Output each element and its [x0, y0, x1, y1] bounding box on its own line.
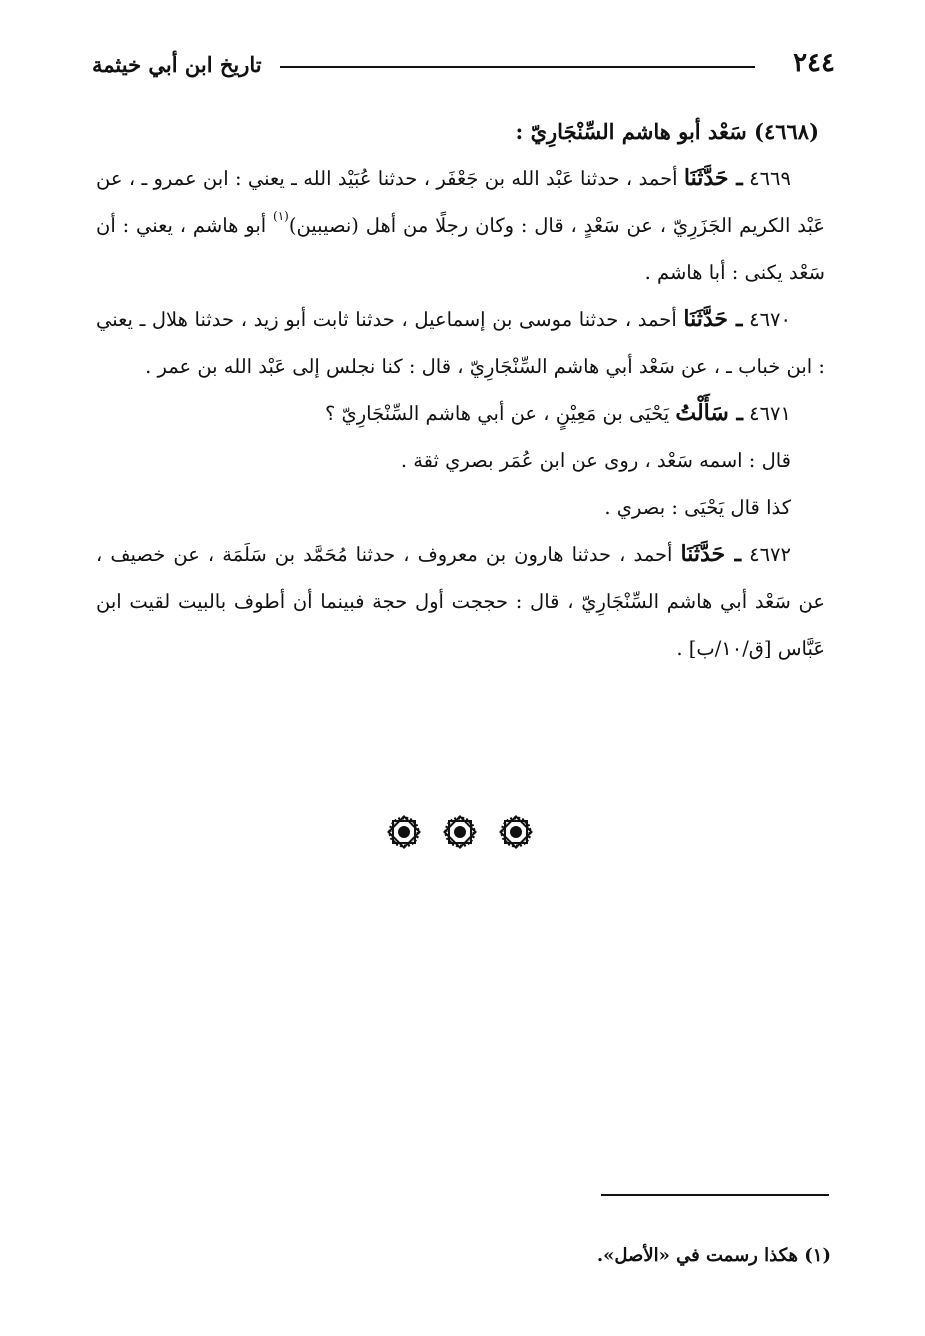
section-end-ornament: [380, 812, 540, 852]
hadith-entry-4671: [96, 390, 825, 437]
footnote: (١) هكذا رسمت في «الأصل».: [596, 1245, 831, 1266]
hadith-entry-4672: [96, 531, 825, 672]
entry-text: أحمد ، حدثنا هارون بن معروف ، حدثنا مُحَمَّد بن سَلَمَة ، عن خصيف ، عن سَعْد أبي هاشم السِّنْجَارِيّ ، قال : حججت أول حجة فبينما أن أطوف بالبيت لقيت ابن عَبَّاس [ق/١٠/ب] .: [96, 543, 825, 660]
section-heading: (٤٦٦٨) سَعْد أبو هاشم السِّنْجَارِيّ :: [515, 119, 819, 144]
entry-lead-word: ـ حَدَّثَنَا: [683, 165, 743, 191]
ornament-star-icon: [500, 816, 531, 847]
page-header: [92, 44, 835, 88]
main-text: [96, 108, 825, 672]
entry-number: ٤٦٧٠: [749, 308, 792, 331]
entry-number: ٤٦٦٩: [749, 167, 791, 190]
page-number: ٢٤٤: [793, 48, 835, 78]
entry-lead-word: ـ حَدَّثَنَا: [683, 306, 743, 332]
hadith-entry-4669: [96, 155, 825, 296]
entry-text: أحمد ، حدثنا عَبْد الله بن جَعْفَر ، حدثنا عُبَيْد الله ـ يعني : ابن عمرو ـ ، عن عَبْد الكريم الجَزَرِيّ ، عن سَعْدٍ ، قال : وكان رجلًا من أهل (نصيبين): [96, 167, 825, 237]
header-rule: [280, 66, 755, 68]
entry-number: ٤٦٧١: [749, 402, 791, 425]
ornament-star-icon: [388, 816, 419, 847]
answer-line: كذا قال يَحْيَى : بصري .: [604, 496, 791, 519]
entry-text-tail: أبو هاشم ، يعني : أن سَعْد يكنى : أبا هاشم .: [96, 214, 825, 284]
entry-lead-word: ـ سَأَلْتُ: [675, 400, 743, 426]
hadith-entry-4670: [96, 296, 825, 390]
ornament-star-icon: [444, 816, 475, 847]
entry-text: أحمد ، حدثنا موسى بن إسماعيل ، حدثنا ثابت أبو زيد ، حدثنا هلال ـ يعني : ابن خباب ـ ، عن سَعْد أبي هاشم السِّنْجَارِيّ ، قال : كنا نجلس إلى عَبْد الله بن عمر .: [96, 308, 825, 378]
running-title: تاريخ ابن أبي خيثمة: [92, 52, 262, 77]
footnote-separator: [601, 1194, 829, 1196]
entry-text: يَحْيَى بن مَعِيْنٍ ، عن أبي هاشم السِّنْجَارِيّ ؟: [324, 402, 676, 425]
entry-number: ٤٦٧٢: [749, 543, 792, 566]
entry-lead-word: ـ حَدَّثَنَا: [680, 541, 742, 567]
answer-line: قال : اسمه سَعْد ، روى عن ابن عُمَر بصري ثقة .: [400, 449, 791, 472]
footnote-reference[interactable]: (١): [273, 209, 289, 223]
